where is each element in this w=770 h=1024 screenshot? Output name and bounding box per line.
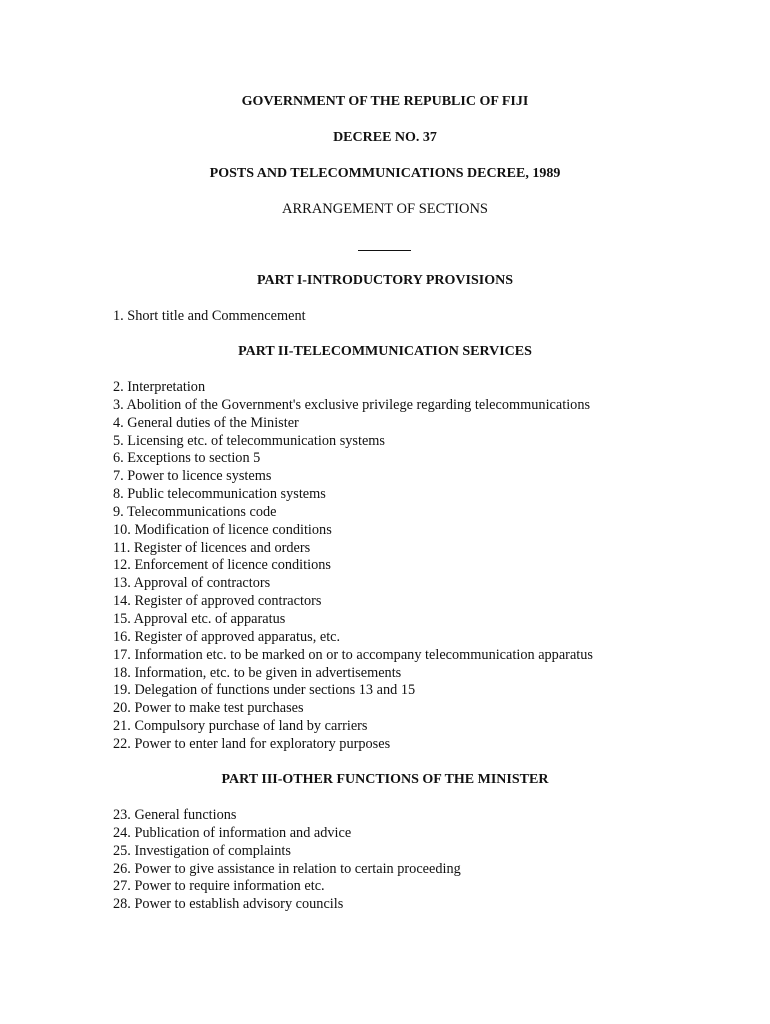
section-item: 21. Compulsory purchase of land by carriers [113, 718, 368, 735]
section-item: 1. Short title and Commencement [113, 308, 306, 324]
section-item: 13. Approval of contractors [113, 575, 271, 592]
section-item: 10. Modification of licence conditions [113, 521, 332, 538]
section-item: 22. Power to enter land for exploratory purposes [113, 735, 391, 752]
section-item: 28. Power to establish advisory councils [113, 896, 344, 913]
section-item: 6. Exceptions to section 5 [113, 450, 261, 467]
section-item: 3. Abolition of the Government's exclusive privilege regarding telecommunications [113, 396, 591, 413]
part-1-heading: PART I-INTRODUCTORY PROVISIONS [257, 273, 513, 288]
section-item: 12. Enforcement of licence conditions [113, 557, 331, 574]
section-item: 2. Interpretation [113, 379, 206, 395]
decree-title: POSTS AND TELECOMMUNICATIONS DECREE, 1989 [209, 166, 561, 181]
section-item: 23. General functions [113, 807, 237, 823]
part-2-sections [113, 379, 593, 754]
section-item: 5. Licensing etc. of telecommunication systems [113, 432, 385, 449]
part-3-sections [113, 807, 461, 914]
section-item: 16. Register of approved apparatus, etc. [113, 628, 341, 645]
government-heading: GOVERNMENT OF THE REPUBLIC OF FIJI [241, 94, 529, 109]
section-item: 7. Power to licence systems [113, 468, 272, 485]
section-item: 8. Public telecommunication systems [113, 486, 326, 503]
section-item: 17. Information etc. to be marked on or to accompany telecommunication apparatus [113, 646, 593, 663]
section-item: 11. Register of licences and orders [113, 539, 311, 556]
arrangement-heading: ARRANGEMENT OF SECTIONS [282, 201, 488, 217]
section-item: 24. Publication of information and advice [113, 824, 352, 841]
section-item: 25. Investigation of complaints [113, 842, 291, 859]
section-item: 26. Power to give assistance in relation to certain proceeding [113, 860, 461, 877]
section-item: 18. Information, etc. to be given in advertisements [113, 664, 402, 681]
part-1-sections [113, 308, 306, 326]
section-item: 19. Delegation of functions under sections 13 and 15 [113, 682, 416, 699]
section-item: 15. Approval etc. of apparatus [113, 610, 286, 627]
part-2-heading: PART II-TELECOMMUNICATION SERVICES [238, 344, 532, 359]
section-item: 9. Telecommunications code [113, 503, 277, 520]
section-item: 14. Register of approved contractors [113, 593, 322, 610]
section-item: 20. Power to make test purchases [113, 700, 304, 717]
section-item: 27. Power to require information etc. [113, 878, 325, 895]
part-3-heading: PART III-OTHER FUNCTIONS OF THE MINISTER [221, 772, 549, 787]
decree-number: DECREE NO. 37 [333, 130, 437, 145]
section-item: 4. General duties of the Minister [113, 414, 299, 431]
divider-line [358, 250, 411, 251]
